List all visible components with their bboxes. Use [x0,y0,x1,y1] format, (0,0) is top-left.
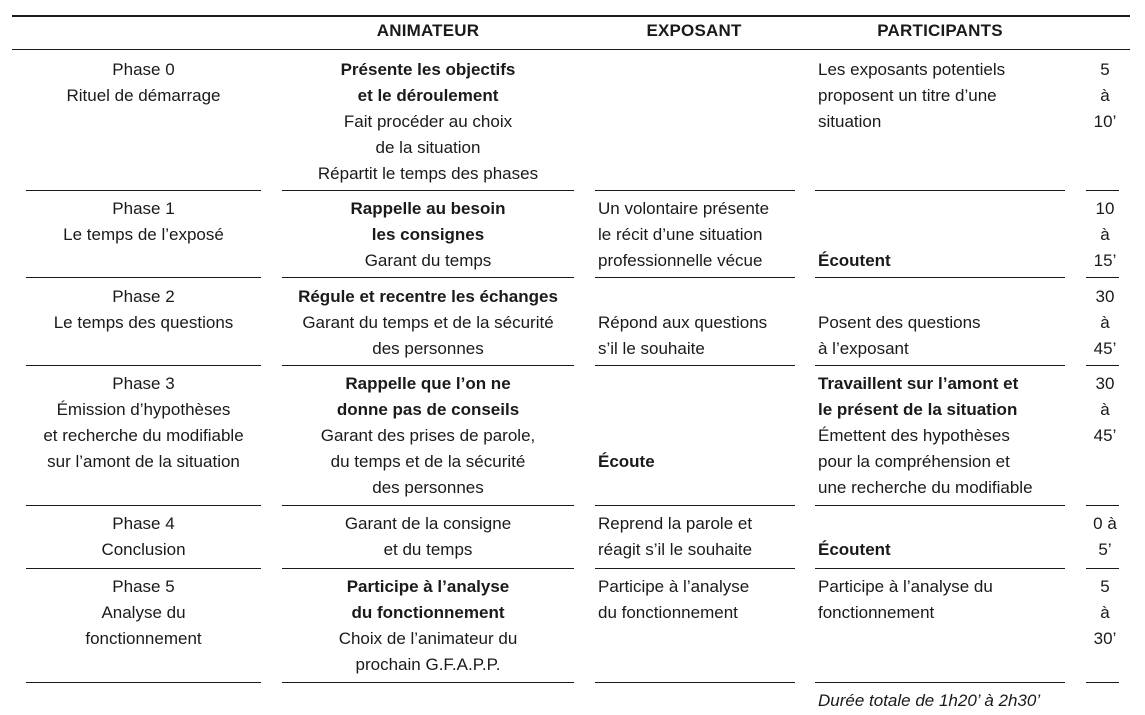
participants-line: Travaillent sur l’amont et [818,374,1019,393]
phase-line: Émission d’hypothèses [56,400,231,419]
row-rule [282,277,574,278]
phase-line: Phase 4 [112,514,175,533]
cell-exposant [598,574,798,626]
cell-exposant [598,284,798,362]
animateur-line: les consignes [371,225,485,244]
phase-line: Phase 3 [112,374,175,393]
row-rule [815,505,1065,506]
phase-line: Phase 2 [112,287,175,306]
cell-phase [26,57,261,109]
duree-line: 0 à [1093,514,1117,533]
animateur-line: Fait procéder au choix [343,112,513,131]
exposant-line [598,371,798,397]
duree-line: 10 [1095,199,1115,218]
cell-duree [1084,371,1126,449]
cell-exposant [598,196,798,274]
cell-animateur [280,511,576,563]
exposant-line: s’il le souhaite [598,339,705,358]
cell-animateur [280,574,576,678]
cell-phase [26,574,261,652]
table-top-rule [12,15,1130,17]
row-rule [1086,365,1119,366]
total-duration: Durée totale de 1h20’ à 2h30’ [818,691,1041,710]
participants-line: pour la compréhension et [818,452,1010,471]
animateur-line: Garant des prises de parole, [320,426,536,445]
animateur-line: Présente les objectifs [340,60,516,79]
animateur-line: du fonctionnement [351,603,505,622]
duree-line: 10’ [1093,112,1117,131]
row-rule [815,365,1065,366]
exposant-line: réagit s’il le souhaite [598,540,753,559]
row-rule [282,568,574,569]
participants-line [818,284,1070,310]
row-rule [282,190,574,191]
duree-line: 15’ [1093,251,1117,270]
cell-duree [1084,284,1126,362]
exposant-line: du fonctionnement [598,603,738,622]
cell-exposant [598,371,798,475]
cell-duree [1084,196,1126,274]
participants-line: situation [818,112,882,131]
exposant-line: Écoute [598,452,655,471]
cell-participants [818,196,1070,274]
participants-line [818,511,1070,537]
participants-line: Posent des questions [818,313,981,332]
cell-participants [818,284,1070,362]
cell-duree [1084,574,1126,652]
duree-line: 45’ [1093,426,1117,445]
cell-phase [26,371,261,475]
animateur-line: Garant du temps [364,251,492,270]
animateur-line: Garant de la consigne [344,514,512,533]
duree-line: 30 [1095,374,1115,393]
duree-line: 30’ [1093,629,1117,648]
animateur-line: et le déroulement [357,86,499,105]
row-rule [595,277,795,278]
animateur-line: Choix de l’animateur du [338,629,518,648]
participants-line: Les exposants potentiels [818,60,1006,79]
row-rule [1086,277,1119,278]
duree-line: 30 [1095,287,1115,306]
exposant-line: le récit d’une situation [598,225,763,244]
phase-line: Le temps des questions [53,313,234,332]
header-rule [12,49,1130,50]
header-exposant: EXPOSANT [646,21,742,40]
animateur-line: prochain G.F.A.P.P. [355,655,501,674]
row-rule [595,568,795,569]
cell-animateur [280,371,576,501]
exposant-line [598,397,798,423]
exposant-line: Reprend la parole et [598,514,753,533]
row-rule [282,365,574,366]
row-rule [26,365,261,366]
exposant-line: Répond aux questions [598,313,768,332]
animateur-line: et du temps [383,540,473,559]
row-rule [815,190,1065,191]
phase-line: Phase 0 [112,60,175,79]
cell-exposant [598,511,798,563]
participants-line: proposent un titre d’une [818,86,997,105]
duree-line: à [1100,86,1110,105]
participants-line: une recherche du modifiable [818,478,1033,497]
phase-line: et recherche du modifiable [43,426,244,445]
row-rule [26,682,261,683]
phase-line: Analyse du [101,603,186,622]
phase-line: sur l’amont de la situation [47,452,240,471]
row-rule [26,277,261,278]
participants-line [818,196,1070,222]
duree-line: 5 [1100,577,1110,596]
animateur-line: Rappelle que l’on ne [345,374,511,393]
cell-participants [818,57,1070,135]
cell-animateur [280,284,576,362]
animateur-line: Rappelle au besoin [350,199,506,218]
row-rule [1086,682,1119,683]
animateur-line: de la situation [375,138,481,157]
cell-animateur [280,196,576,274]
animateur-line: des personnes [372,478,484,497]
exposant-line: professionnelle vécue [598,251,763,270]
cell-duree [1084,57,1126,135]
phase-line: Le temps de l’exposé [63,225,224,244]
row-rule [1086,190,1119,191]
cell-phase [26,511,261,563]
duree-line: 45’ [1093,339,1117,358]
duree-line: à [1100,313,1110,332]
duree-line: à [1100,225,1110,244]
row-rule [282,505,574,506]
row-rule [1086,568,1119,569]
row-rule [595,190,795,191]
phase-line: fonctionnement [85,629,202,648]
row-rule [282,682,574,683]
phase-line: Rituel de démarrage [66,86,221,105]
cell-phase [26,196,261,248]
exposant-line [598,423,798,449]
phase-line: Phase 5 [112,577,175,596]
participants-line: Écoutent [818,540,891,559]
animateur-line: donne pas de conseils [336,400,520,419]
duree-line: à [1100,603,1110,622]
participants-line [818,222,1070,248]
row-rule [595,505,795,506]
duree-line: 5 [1100,60,1110,79]
cell-duree [1084,511,1126,563]
animateur-line: des personnes [372,339,484,358]
row-rule [26,190,261,191]
participants-line: Participe à l’analyse du [818,577,993,596]
cell-phase [26,284,261,336]
header-animateur: ANIMATEUR [376,21,480,40]
cell-participants [818,371,1070,501]
duree-line: à [1100,400,1110,419]
row-rule [815,682,1065,683]
duree-line: 5’ [1098,540,1112,559]
exposant-line: Participe à l’analyse [598,577,750,596]
row-rule [26,505,261,506]
row-rule [815,568,1065,569]
cell-participants [818,574,1070,626]
row-rule [595,682,795,683]
animateur-line: Participe à l’analyse [346,577,510,596]
participants-line: fonctionnement [818,603,935,622]
cell-animateur [280,57,576,187]
phase-line: Phase 1 [112,199,175,218]
animateur-line: Régule et recentre les échanges [298,287,558,306]
row-rule [26,568,261,569]
row-rule [1086,505,1119,506]
header-participants: PARTICIPANTS [877,21,1003,40]
animateur-line: du temps et de la sécurité [330,452,526,471]
exposant-line [598,284,798,310]
participants-line: Écoutent [818,251,891,270]
participants-line: à l’exposant [818,339,909,358]
participants-line: le présent de la situation [818,400,1018,419]
phase-line: Conclusion [101,540,186,559]
animateur-line: Garant du temps et de la sécurité [302,313,554,332]
cell-participants [818,511,1070,563]
row-rule [595,365,795,366]
row-rule [815,277,1065,278]
exposant-line: Un volontaire présente [598,199,770,218]
animateur-line: Répartit le temps des phases [317,164,539,183]
participants-line: Émettent des hypothèses [818,426,1010,445]
